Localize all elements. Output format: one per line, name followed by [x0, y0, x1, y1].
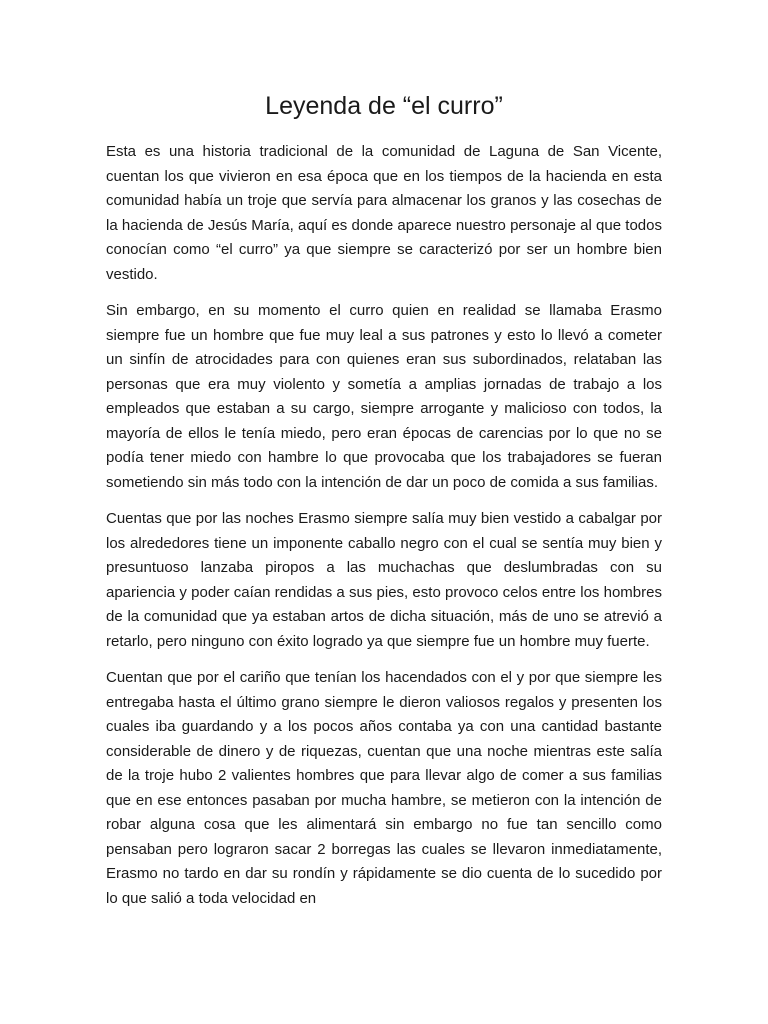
document-body: [106, 140, 662, 923]
paragraph-2: Sin embargo, en su momento el curro quien en realidad se llamaba Erasmo siempre fue un hombre que fue muy leal a sus patrones y esto lo llevó a cometer un sinfín de atrocidades para con quienes eran sus subordinados, relataban las personas que era muy violento y sometía a amplias jornadas de trabajo a los empleados que estaban a su cargo, siempre arrogante y malicioso con todos, la mayoría de ellos le tenía miedo, pero eran épocas de carencias por lo que no se podía tener miedo con hambre lo que provocaba que los trabajadores se fueran sometiendo sin más todo con la intención de dar un poco de comida a sus familias.: [106, 302, 662, 491]
paragraph-1: Esta es una historia tradicional de la comunidad de Laguna de San Vicente, cuentan los que vivieron en esa época que en los tiempos de la hacienda en esta comunidad había un troje que servía para almacenar los granos y las cosechas de la hacienda de Jesús María, aquí es donde aparece nuestro personaje al que todos conocían como “el curro” ya que siempre se caracterizó por ser un hombre bien vestido.: [106, 143, 662, 283]
document-title: Leyenda de “el curro”: [265, 92, 503, 120]
paragraph-3: Cuentas que por las noches Erasmo siempre salía muy bien vestido a cabalgar por los alrededores tiene un imponente caballo negro con el cual se sentía muy bien y presuntuoso lanzaba piropos a las muchachas que deslumbradas con su apariencia y poder caían rendidas a sus pies, esto provoco celos entre los hombres de la comunidad que ya estaban artos de dicha situación, más de uno se atrevió a retarlo, pero ninguno con éxito logrado ya que siempre fue un hombre muy fuerte.: [106, 510, 662, 650]
paragraph-4: Cuentan que por el cariño que tenían los hacendados con el y por que siempre les entregaba hasta el último grano siempre le dieron valiosos regalos y presenten los cuales iba guardando y a los pocos años contaba ya con una cantidad bastante considerable de dinero y de riquezas, cuentan que una noche mientras este salía de la troje hubo 2 valientes hombres que para llevar algo de comer a sus familias que en ese entonces pasaban por mucha hambre, se metieron con la intención de robar alguna cosa que les alimentará sin embargo no fue tan sencillo como pensaban pero lograron sacar 2 borregas las cuales se llevaron inmediatamente, Erasmo no tardo en dar su rondín y rápidamente se dio cuenta de lo sucedido por lo que salió a toda velocidad en: [106, 669, 662, 907]
